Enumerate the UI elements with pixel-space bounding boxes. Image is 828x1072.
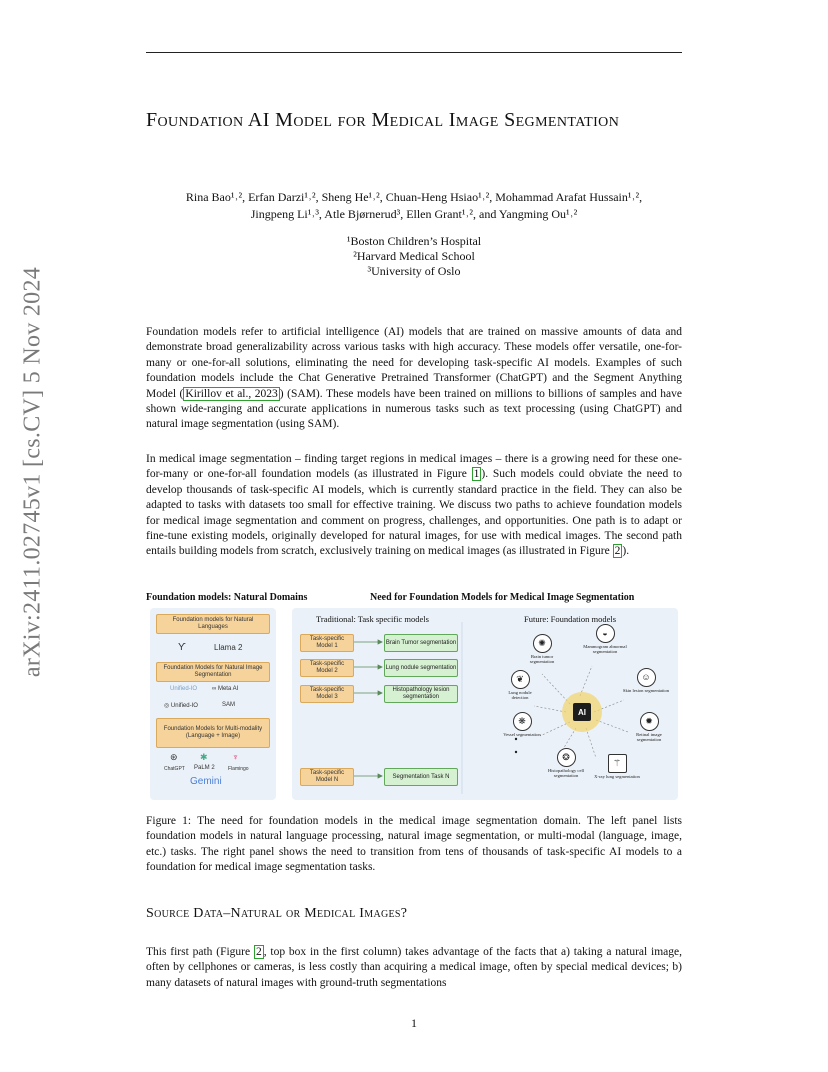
brain-node-label: Brain tumor segmentation <box>529 654 555 665</box>
lung-nodule-task-box: Lung nodule segmentation <box>384 659 458 677</box>
histopathology-task-box: Histopathology lesion segmentation <box>384 685 458 703</box>
paper-title: Foundation AI Model for Medical Image Segmentation <box>146 109 620 131</box>
retina-node-label: Retinal image segmentation <box>636 732 662 743</box>
abstract-paragraph-2 <box>146 452 682 560</box>
meta-ai-text: Meta AI <box>217 686 239 692</box>
future-node-vessel <box>502 712 542 737</box>
flamingo-icon: ♆ <box>232 752 239 762</box>
nlp-models-box: Foundation models for Natural Languages <box>156 614 270 634</box>
unified-io-logo-2: ◎ Unified-IO <box>164 703 198 709</box>
para1-text-b: ) (SAM). These models have been trained on millions to billions of samples and have shown wide-ranging and accurate applications in numerous tasks such as text processing (using ChatGPT) and natural image segmentation (using SAM). <box>146 387 683 431</box>
figure-1-caption: Figure 1: The need for foundation models in the medical image segmentation domain. The left panel lists foundation models in natural language processing, natural image segmentation, or multi-modal (language, image, etc.) tasks. The right panel shows the need to transition from tens of thousands of task-specific AI models to a foundation for medical image segmentation tasks. <box>146 815 682 874</box>
task-model-1-box: Task-specific Model 1 <box>300 634 354 652</box>
para2-text-c: ). <box>622 545 630 558</box>
future-node-mammogram <box>578 624 632 654</box>
citation-link-kirillov[interactable]: Kirillov et al., 2023 <box>185 387 278 400</box>
task-n-box: Segmentation Task N <box>384 768 458 786</box>
llama-icon: ϒ <box>178 642 186 653</box>
xray-icon: ⚚ <box>608 754 627 773</box>
cell-icon: ❂ <box>557 748 576 767</box>
ai-chip-icon: AI <box>578 707 586 717</box>
skin-node-label: Skin lesion segmentation <box>622 688 670 693</box>
chatgpt-logo-text: ChatGPT <box>164 766 185 772</box>
image-seg-models-box: Foundation Models for Natural Image Segmentation <box>156 662 270 682</box>
affiliation-1: ¹Boston Children’s Hospital <box>346 234 482 248</box>
meta-ai-logo: ∞ Meta AI <box>212 686 239 692</box>
xray-node-label: X-ray lung segmentation <box>594 774 640 779</box>
unified-io-logo: Unified-IO <box>170 686 198 692</box>
unified-io-text: Unified-IO <box>170 703 198 709</box>
llama-logo-text: Llama 2 <box>214 643 243 652</box>
section-paragraph-1 <box>146 945 682 991</box>
abstract-paragraph-1 <box>146 325 682 433</box>
brain-icon: ✺ <box>533 634 552 653</box>
authors-line-1: Rina Bao¹˒², Erfan Darzi¹˒², Sheng He¹˒², Chuan-Heng Hsiao¹˒², Mohammad Arafat Hussain¹˒², <box>185 190 643 204</box>
natural-domains-panel <box>150 608 276 800</box>
chatgpt-icon: ⊛ <box>170 752 178 762</box>
brain-tumor-task-box: Brain Tumor segmentation <box>384 634 458 652</box>
sam-logo-text: SAM <box>222 702 236 708</box>
para2-text-b: ). Such models could obviate the need to develop thousands of task-specific AI models, which is currently standard practice in the field. They can also be adapted to tasks with datasets too small for effective training. We discuss two paths to achieve foundation models for medical image segmentation and comment on progress, challenges, and opportunities. One path is to adapt or fine-tune existing models, originally developed for natural images, for use with medical images. The second path entails building models from scratch, exclusively training on medical images (as illustrated in Figure <box>146 468 682 558</box>
lung-icon: ❦ <box>511 670 530 689</box>
para2-text-a: In medical image segmentation – finding target regions in medical images – there is a growing need for these one-for-many or one-for-all foundation models (as illustrated in Figure <box>146 453 682 481</box>
figure-left-title: Foundation models: Natural Domains <box>146 592 308 603</box>
future-node-histopathology <box>538 748 594 778</box>
figure-right-title: Need for Foundation Models for Medical Image Segmentation <box>370 592 635 603</box>
lung-node-label: Lung nodule detection <box>508 690 532 701</box>
flamingo-logo-text: Flamingo <box>228 766 249 772</box>
retina-icon: ✹ <box>640 712 659 731</box>
future-node-skin <box>622 668 670 693</box>
future-node-lung <box>500 670 540 700</box>
figure-2-link[interactable]: 2 <box>614 545 621 558</box>
para3-text-b: , top box in the first column) takes advantage of the facts that a) taking a natural image, often by cellphones or cameras, is less costly than acquiring a medical image, often by special medical devices; b) many datasets of natural images with ground-truth segmentations <box>146 946 683 989</box>
figure-2-link-section[interactable]: 2 <box>255 946 262 958</box>
task-model-2-box: Task-specific Model 2 <box>300 659 354 677</box>
future-node-retina <box>626 712 672 742</box>
future-node-brain <box>520 634 564 664</box>
task-model-3-box: Task-specific Model 3 <box>300 685 354 703</box>
task-model-n-box: Task-specific Model N <box>300 768 354 786</box>
future-title: Future: Foundation models <box>524 614 617 624</box>
gemini-logo-text: Gemini <box>190 776 222 787</box>
section-heading: Source Data–Natural or Medical Images? <box>146 906 408 921</box>
arxiv-sidebar-stamp <box>19 266 46 678</box>
multimodal-models-box: Foundation Models for Multi-modality (Language + Image) <box>156 718 270 748</box>
para3-text-a: This first path (Figure <box>146 946 254 958</box>
mammogram-node-label: Mammogram abnormal segmentation <box>583 644 627 655</box>
affiliations <box>146 234 682 279</box>
top-rule <box>146 52 682 53</box>
palm-icon: ✱ <box>200 752 208 762</box>
vessel-icon: ❋ <box>513 712 532 731</box>
author-list <box>146 189 682 223</box>
figure-1 <box>146 592 682 802</box>
para1-text-a: Foundation models refer to artificial intelligence (AI) models that are trained on massive amounts of data and demonstrate broad generalizability across various tasks with high accuracy. These models offer versatile, one-for-many or one-for-all solutions, eliminating the need for developing task-specific AI models. Examples of such foundation models include the Chat Generative Pretrained Transformer (ChatGPT) and the Segment Anything Model ( <box>146 326 682 400</box>
traditional-title: Traditional: Task specific models <box>316 614 429 624</box>
vessel-node-label: Vessel segmentation <box>503 732 541 737</box>
future-node-xray <box>594 754 640 779</box>
arxiv-id-text[interactable]: arXiv:2411.02745v1 [cs.CV] 5 Nov 2024 <box>19 266 46 678</box>
page-number: 1 <box>411 1016 417 1030</box>
histopathology-node-label: Histopathology cell segmentation <box>547 768 585 779</box>
affiliation-3: ³University of Oslo <box>367 264 461 278</box>
medical-need-panel <box>292 608 678 800</box>
skin-icon: ☺ <box>637 668 656 687</box>
affiliation-2: ²Harvard Medical School <box>353 249 475 263</box>
authors-line-2: Jingpeng Li¹˒³, Atle Bjørnerud³, Ellen Grant¹˒², and Yangming Ou¹˒² <box>250 207 578 221</box>
figure-1-link[interactable]: 1 <box>473 468 480 481</box>
mammogram-icon: ◒ <box>596 624 615 643</box>
palm-logo-text: PaLM 2 <box>194 765 215 771</box>
